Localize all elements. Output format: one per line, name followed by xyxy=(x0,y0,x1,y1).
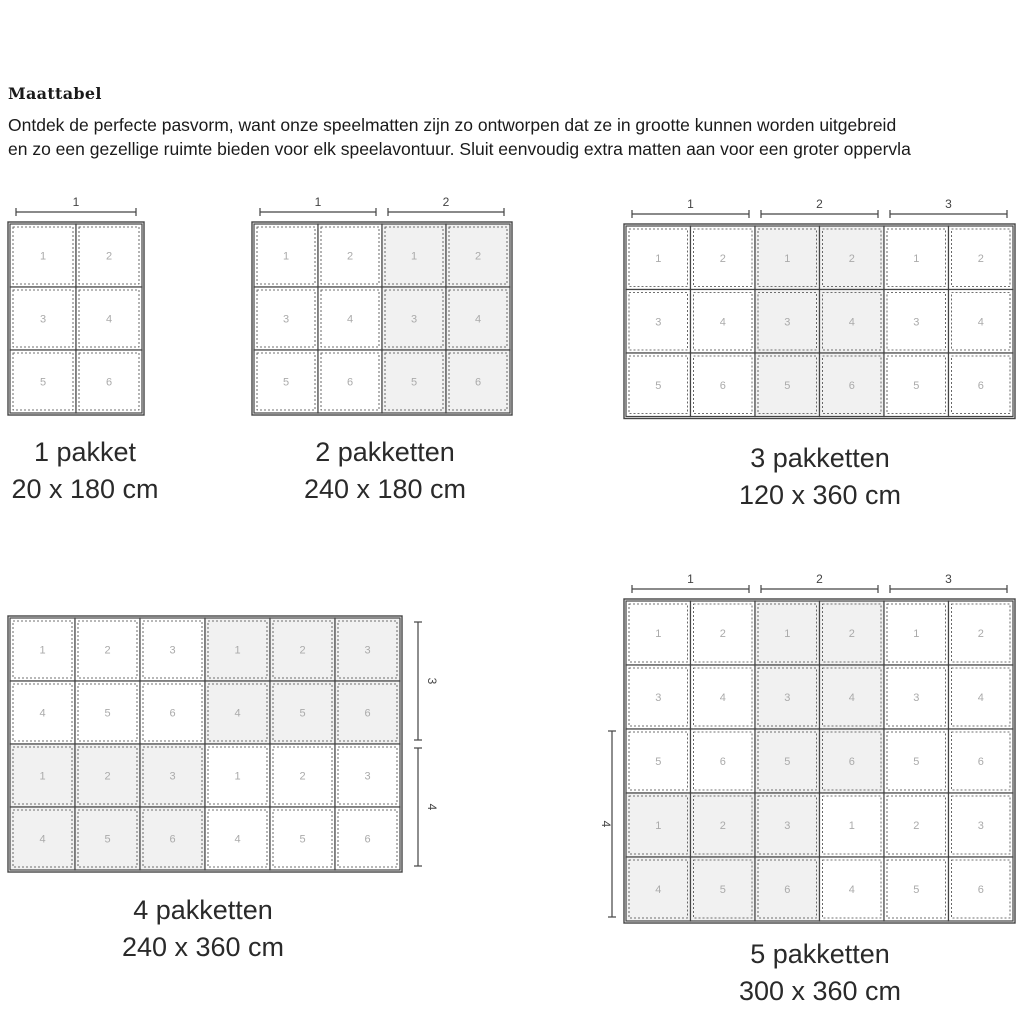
tile-number: 5 xyxy=(913,756,920,768)
tile-number: 3 xyxy=(784,820,791,832)
tile-number: 6 xyxy=(105,376,113,389)
tile-number: 6 xyxy=(977,756,984,768)
marker-label: 3 xyxy=(945,572,952,586)
caption-label: 2 pakketten xyxy=(315,437,455,467)
mat-pack xyxy=(755,601,884,793)
tile-number: 6 xyxy=(784,884,791,896)
tile-number: 5 xyxy=(299,833,306,846)
tile-number: 6 xyxy=(364,707,371,720)
tile-number: 3 xyxy=(169,770,176,783)
tile-number: 6 xyxy=(719,756,726,768)
tile-number: 4 xyxy=(719,692,726,704)
tile-number: 5 xyxy=(719,884,726,896)
tile-number: 2 xyxy=(719,252,726,265)
caption-label: 5 pakketten xyxy=(750,939,890,969)
tile-number: 3 xyxy=(169,644,176,657)
caption-size: 240 x 180 cm xyxy=(303,474,467,504)
tile-number: 3 xyxy=(39,313,47,326)
tile-number: 5 xyxy=(655,379,662,392)
tile-number: 5 xyxy=(913,884,920,896)
tile-number: 3 xyxy=(655,692,662,704)
tile-number: 6 xyxy=(977,884,984,896)
tile-number: 5 xyxy=(913,379,920,392)
tile-number: 1 xyxy=(913,252,920,265)
tile-number: 5 xyxy=(282,376,290,389)
tile-number: 4 xyxy=(234,707,241,720)
tile-number: 6 xyxy=(169,707,176,720)
tile-number: 3 xyxy=(410,313,418,326)
tile-number: 1 xyxy=(234,644,241,657)
tile-number: 2 xyxy=(719,628,726,640)
mat-pack xyxy=(10,744,205,870)
marker-label: 1 xyxy=(314,195,322,209)
tile-number: 1 xyxy=(784,628,791,640)
tile-number: 1 xyxy=(234,770,241,783)
mat-layout-2 xyxy=(252,222,512,415)
tile-number: 4 xyxy=(346,313,354,326)
tile-number: 4 xyxy=(39,707,46,720)
tile-number: 2 xyxy=(299,770,306,783)
tile-number: 3 xyxy=(977,820,984,832)
tile-number: 3 xyxy=(784,692,791,704)
tile-number: 5 xyxy=(39,376,47,389)
tile-number: 3 xyxy=(364,644,371,657)
tile-number: 2 xyxy=(719,820,726,832)
tile-number: 6 xyxy=(346,376,354,389)
tile-number: 1 xyxy=(655,820,662,832)
tile-number: 2 xyxy=(346,250,354,263)
tile-number: 2 xyxy=(104,770,111,783)
column-dimension-marker xyxy=(890,197,1007,218)
column-dimension-marker xyxy=(16,195,136,216)
page-title: Maattabel xyxy=(8,84,102,103)
mat-pack xyxy=(884,601,1013,793)
tile-number: 2 xyxy=(977,252,984,265)
tile-number: 1 xyxy=(410,250,418,263)
tile-number: 5 xyxy=(410,376,418,389)
tile-number: 4 xyxy=(977,692,984,704)
marker-label: 3 xyxy=(945,197,952,211)
caption-4-pakketten xyxy=(8,892,398,966)
marker-label: 1 xyxy=(687,197,694,211)
caption-5-pakketten xyxy=(626,936,1014,1010)
tile-number: 3 xyxy=(364,770,371,783)
tile-number: 3 xyxy=(913,692,920,704)
row-dimension-marker xyxy=(414,748,439,866)
marker-label: 3 xyxy=(425,677,439,685)
tile-number: 4 xyxy=(848,692,855,704)
caption-label: 3 pakketten xyxy=(750,443,890,473)
mat-layout-3 xyxy=(624,224,1015,419)
tile-number: 3 xyxy=(282,313,290,326)
tile-number: 1 xyxy=(39,644,46,657)
tile-number: 4 xyxy=(719,316,726,329)
tile-number: 4 xyxy=(977,316,984,329)
marker-label: 2 xyxy=(816,572,823,586)
caption-size: 20 x 180 cm xyxy=(11,474,159,504)
intro-line-2: en zo een gezellige ruimte bieden voor elk speelavontuur. Sluit eenvoudig extra matten aan voor een groter oppervla xyxy=(8,139,911,159)
tile-number: 4 xyxy=(848,316,855,329)
mat-pack xyxy=(755,226,884,417)
mat-pack xyxy=(626,793,820,921)
tile-number: 6 xyxy=(474,376,482,389)
caption-3-pakketten xyxy=(626,440,1014,514)
tile-number: 4 xyxy=(655,884,662,896)
mat-pack xyxy=(626,601,755,793)
caption-size: 120 x 360 cm xyxy=(738,480,902,510)
tile-number: 6 xyxy=(848,379,855,392)
caption-label: 4 pakketten xyxy=(133,895,273,925)
caption-2-pakketten xyxy=(254,434,516,508)
column-dimension-marker xyxy=(260,195,376,216)
marker-label: 1 xyxy=(72,195,80,209)
tile-number: 5 xyxy=(104,707,111,720)
tile-number: 4 xyxy=(848,884,855,896)
tile-number: 4 xyxy=(474,313,482,326)
tile-number: 6 xyxy=(848,756,855,768)
caption-size: 300 x 360 cm xyxy=(738,976,902,1006)
row-dimension-marker xyxy=(599,731,616,917)
tile-number: 2 xyxy=(848,628,855,640)
mat-layout-5 xyxy=(624,599,1015,923)
column-dimension-marker xyxy=(388,195,504,216)
marker-label: 1 xyxy=(687,572,694,586)
tile-number: 6 xyxy=(364,833,371,846)
tile-number: 1 xyxy=(784,252,791,265)
column-dimension-marker xyxy=(890,572,1007,593)
column-dimension-marker xyxy=(632,572,749,593)
column-dimension-marker xyxy=(632,197,749,218)
tile-number: 5 xyxy=(784,756,791,768)
marker-label: 2 xyxy=(816,197,823,211)
mat-pack xyxy=(10,618,205,744)
marker-label: 4 xyxy=(599,820,613,828)
mat-pack xyxy=(205,618,400,744)
tile-number: 5 xyxy=(104,833,111,846)
caption-size: 240 x 360 cm xyxy=(121,932,285,962)
caption-label: 1 pakket xyxy=(33,437,137,467)
tile-number: 1 xyxy=(39,770,46,783)
tile-number: 2 xyxy=(105,250,113,263)
tile-number: 3 xyxy=(655,316,662,329)
tile-number: 6 xyxy=(169,833,176,846)
tile-number: 1 xyxy=(655,628,662,640)
tile-number: 5 xyxy=(655,756,662,768)
tile-number: 5 xyxy=(784,379,791,392)
marker-label: 2 xyxy=(442,195,450,209)
row-dimension-marker xyxy=(414,622,439,740)
tile-number: 2 xyxy=(474,250,482,263)
column-dimension-marker xyxy=(761,572,878,593)
tile-number: 1 xyxy=(913,628,920,640)
tile-number: 1 xyxy=(39,250,47,263)
tile-number: 2 xyxy=(913,820,920,832)
tile-number: 4 xyxy=(234,833,241,846)
tile-number: 1 xyxy=(282,250,290,263)
mat-layout-4 xyxy=(8,616,402,872)
mat-pack xyxy=(626,226,755,417)
tile-number: 6 xyxy=(719,379,726,392)
mat-layout-1 xyxy=(8,222,144,415)
mat-pack xyxy=(820,793,1014,921)
tile-number: 2 xyxy=(104,644,111,657)
tile-number: 2 xyxy=(977,628,984,640)
mat-pack xyxy=(205,744,400,870)
column-dimension-marker xyxy=(761,197,878,218)
mat-pack xyxy=(382,224,510,413)
caption-1-pakket xyxy=(0,434,180,508)
intro-line-1: Ontdek de perfecte pasvorm, want onze speelmatten zijn zo ontworpen dat ze in grootte kunnen worden uitgebreid xyxy=(8,115,897,135)
mat-pack xyxy=(10,224,142,413)
tile-number: 1 xyxy=(848,820,855,832)
tile-number: 3 xyxy=(784,316,791,329)
tile-number: 6 xyxy=(977,379,984,392)
tile-number: 4 xyxy=(39,833,46,846)
tile-number: 2 xyxy=(848,252,855,265)
tile-number: 1 xyxy=(655,252,662,265)
tile-number: 2 xyxy=(299,644,306,657)
marker-label: 4 xyxy=(425,803,439,811)
tile-number: 4 xyxy=(105,313,113,326)
tile-number: 3 xyxy=(913,316,920,329)
mat-pack xyxy=(254,224,382,413)
tile-number: 5 xyxy=(299,707,306,720)
mat-pack xyxy=(884,226,1013,417)
